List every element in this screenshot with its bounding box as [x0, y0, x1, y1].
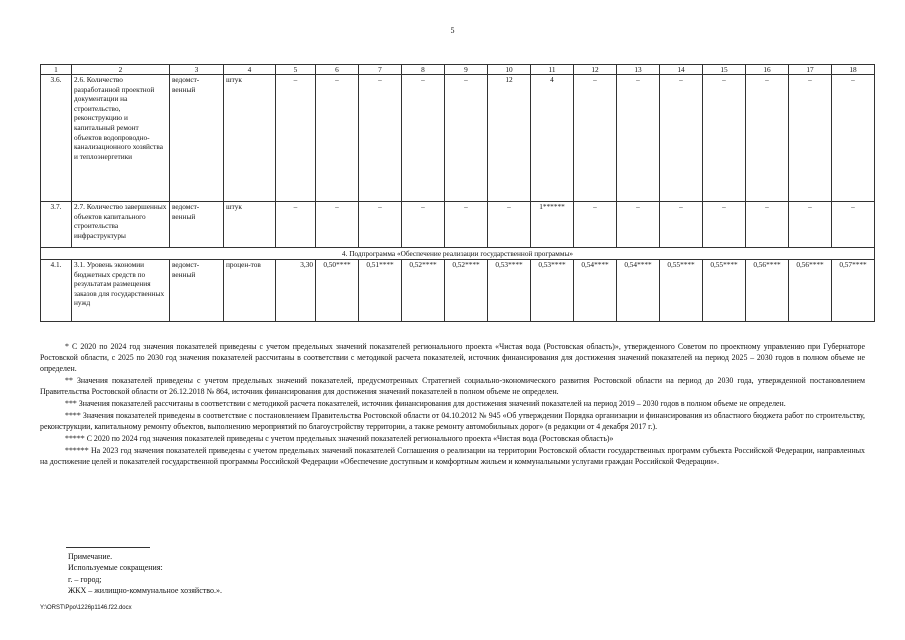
value-cell: 1****** [531, 202, 574, 248]
value-cell: – [617, 75, 660, 202]
footnotes [40, 341, 865, 468]
footnote: *** Значения показателей рассчитаны в соответствии с методикой расчета показателей, источник финансирования для достижения значений показателей на период 2019 – 2030 годов в полном объеме не определен. [65, 399, 786, 409]
value-cell: 0,55**** [703, 260, 746, 322]
header-cell: 2 [72, 65, 170, 75]
file-path: Y:\ORST\Ppo\1226p1146.f22.docx [40, 605, 132, 611]
value-cell: – [746, 202, 789, 248]
value-cell: 4 [531, 75, 574, 202]
header-cell: 4 [224, 65, 276, 75]
header-cell: 18 [832, 65, 875, 75]
header-cell: 10 [488, 65, 531, 75]
abbreviation-item: ЖКХ – жилищно-коммунальное хозяйство.». [68, 586, 222, 596]
indicator-unit: процен-тов [224, 260, 276, 322]
value-cell: – [703, 75, 746, 202]
notes-divider [66, 547, 150, 548]
footnote: **** Значения показателей приведены в соответствие с постановлением Правительства Ростовской области от 04.10.2012 № 945 «Об утверждении Порядка организации и финансирования из областного бюджета работ по строительству, реконструкции, капитальному ремонту объектов, выполнению мероприятий по благоустройству территории, а также ремонту автомобильных дорог» (в редакции от 4 декабря 2017 г.). [40, 410, 865, 432]
indicators-table [40, 64, 875, 322]
value-cell: – [276, 202, 316, 248]
header-cell: 12 [574, 65, 617, 75]
row-number: 3.6. [41, 75, 72, 202]
value-cell: – [574, 202, 617, 248]
value-cell: 12 [488, 75, 531, 202]
indicator-unit: штук [224, 202, 276, 248]
value-cell: – [402, 75, 445, 202]
value-cell: – [445, 75, 488, 202]
value-cell: 0,57**** [832, 260, 875, 322]
value-cell: – [703, 202, 746, 248]
value-cell: 3,30 [276, 260, 316, 322]
value-cell: 0,56**** [789, 260, 832, 322]
header-cell: 13 [617, 65, 660, 75]
header-cell: 6 [316, 65, 359, 75]
table-header-row [41, 65, 875, 75]
value-cell: – [660, 202, 703, 248]
value-cell: 0,53**** [488, 260, 531, 322]
value-cell: 0,54**** [574, 260, 617, 322]
value-cell: – [789, 202, 832, 248]
value-cell: 0,51**** [359, 260, 402, 322]
header-cell: 16 [746, 65, 789, 75]
table-row [41, 202, 875, 248]
value-cell: 0,53**** [531, 260, 574, 322]
value-cell: 0,50**** [316, 260, 359, 322]
table-row [41, 260, 875, 322]
value-cell: 0,52**** [402, 260, 445, 322]
value-cell: – [276, 75, 316, 202]
indicator-source: ведомст-венный [170, 202, 224, 248]
value-cell: – [316, 202, 359, 248]
value-cell: – [445, 202, 488, 248]
value-cell: 0,52**** [445, 260, 488, 322]
indicator-source: ведомст-венный [170, 75, 224, 202]
notes [68, 551, 222, 597]
footnote: ** Значения показателей приведены с учетом предельных значений показателей, предусмотренных Стратегией социально-экономического развития Ростовской области на период до 2030 года, утвержденной постановлением Правительства Ростовской области от 26.12.2018 № 864, источник финансирования для достижения значений показателей в полном объеме не определен. [40, 376, 865, 397]
header-cell: 15 [703, 65, 746, 75]
value-cell: – [789, 75, 832, 202]
abbreviation-item: г. – город; [68, 574, 102, 584]
value-cell: – [832, 202, 875, 248]
indicator-name: 2.7. Количество завершенных объектов капитального строительства инфраструктуры [72, 202, 170, 248]
footnote: * С 2020 по 2024 год значения показателей приведены с учетом предельных значений показателей регионального проекта «Чистая вода (Ростовская область)», утвержденного Советом по проектному управлению при Губернаторе Ростовской области, с 2025 по 2030 год значения показателей рассчитаны в соответствии с методикой расчета показателей, источник финансирования для достижения значений показателей на период 2025 – 2030 годов в полном объеме не определен. [40, 342, 865, 374]
header-cell: 8 [402, 65, 445, 75]
header-cell: 7 [359, 65, 402, 75]
subprogram-row [41, 248, 875, 260]
abbreviations-title: Используемые сокращения: [68, 563, 163, 573]
value-cell: – [574, 75, 617, 202]
indicator-name: 2.6. Количество разработанной проектной документации на строительство, реконструкцию и капитальный ремонт объектов водопроводно-канализационного хозяйства и теплоэнергетики [72, 75, 170, 202]
row-number: 4.1. [41, 260, 72, 322]
value-cell: 0,55**** [660, 260, 703, 322]
value-cell: – [316, 75, 359, 202]
value-cell: – [359, 202, 402, 248]
value-cell: 0,54**** [617, 260, 660, 322]
notes-title: Примечание. [68, 552, 113, 561]
header-cell: 5 [276, 65, 316, 75]
value-cell: – [488, 202, 531, 248]
row-number: 3.7. [41, 202, 72, 248]
table-row [41, 75, 875, 202]
subprogram-title: 4. Подпрограмма «Обеспечение реализации государственной программы» [41, 248, 875, 260]
indicator-unit: штук [224, 75, 276, 202]
value-cell: – [402, 202, 445, 248]
page-number: 5 [450, 26, 455, 35]
header-cell: 14 [660, 65, 703, 75]
footnote: ****** На 2023 год значения показателей приведены с учетом предельных значений показателей Соглашения о реализации на территории Ростовской области государственных программ субъекта Российской Федерации, направленных на достижение целей и показателей государственной программы Российской Федерации «Обеспечение доступным и комфортным жильем и коммунальными услугами граждан Российской Федерации». [40, 445, 865, 466]
header-cell: 3 [170, 65, 224, 75]
header-cell: 1 [41, 65, 72, 75]
header-cell: 9 [445, 65, 488, 75]
indicator-source: ведомст-венный [170, 260, 224, 322]
value-cell: – [359, 75, 402, 202]
value-cell: – [832, 75, 875, 202]
footnote: ***** С 2020 по 2024 год значения показателей приведены с учетом предельных значений показателей регионального проекта «Чистая вода (Ростовская область)» [65, 433, 614, 443]
header-cell: 17 [789, 65, 832, 75]
header-cell: 11 [531, 65, 574, 75]
value-cell: – [617, 202, 660, 248]
value-cell: 0,56**** [746, 260, 789, 322]
value-cell: – [660, 75, 703, 202]
value-cell: – [746, 75, 789, 202]
indicator-name: 3.1. Уровень экономии бюджетных средств по результатам размещения заказов для государственных нужд [72, 260, 170, 322]
